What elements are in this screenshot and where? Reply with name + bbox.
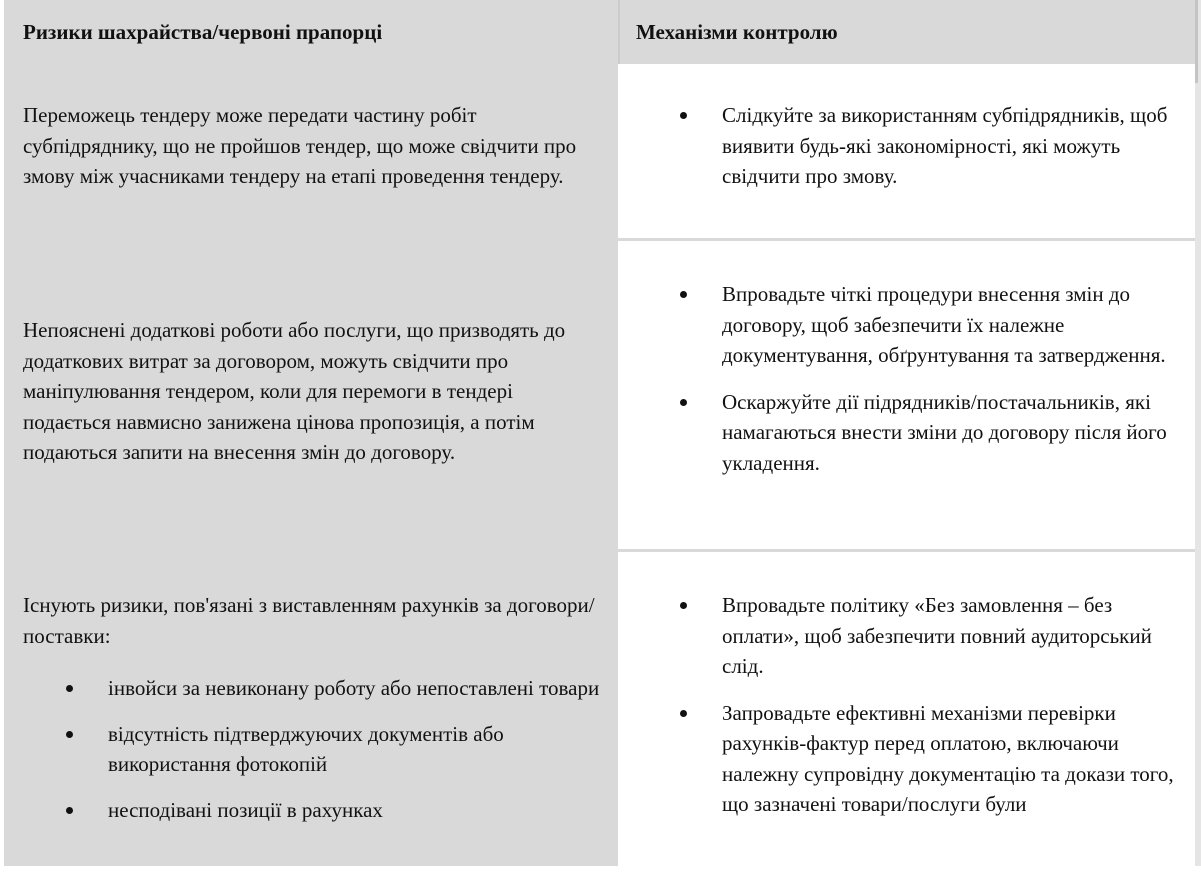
- control-item: [618, 590, 1178, 682]
- control-text: Оскаржуйте дії підрядників/постачальників, які намагаються внести зміни до договору після його укладення.: [722, 389, 1167, 475]
- control-text: Слідкуйте за використанням субпідрядників, щоб виявити будь-які закономірності, які можуть свідчити про змову.: [722, 103, 1168, 188]
- control-item: [618, 279, 1178, 371]
- risk-cell: [4, 241, 618, 549]
- bullet-icon: [66, 731, 73, 738]
- bullet-icon: [680, 291, 687, 298]
- control-item: [618, 100, 1178, 192]
- risk-text: Переможець тендеру може передати частину робіт субпідряднику, що не пройшов тендер, що може свідчити про змову між учасниками тендеру на етапі проведення тендеру.: [23, 103, 577, 188]
- vertical-scrollbar[interactable]: [1195, 0, 1201, 866]
- risk-item-text: несподівані позиції в рахунках: [108, 797, 383, 822]
- controls-cell: [618, 241, 1195, 549]
- fraud-risk-table: [4, 0, 1195, 866]
- controls-list: [618, 100, 1178, 208]
- header-cell-controls: [618, 0, 1195, 64]
- controls-cell: [618, 552, 1195, 866]
- control-text: Впровадьте політику «Без замовлення – без оплати», щоб забезпечити повний аудиторський слід.: [722, 593, 1152, 678]
- control-text: Впровадьте чіткі процедури внесення змін до договору, щоб забезпечити їх належне документування, обґрунтування та затвердження.: [722, 282, 1166, 367]
- risk-item: [4, 795, 604, 826]
- bullet-icon: [680, 710, 687, 717]
- risk-text: Існують ризики, пов'язані з виставленням рахунків за договори/поставки:: [23, 593, 595, 648]
- bullet-icon: [680, 399, 687, 406]
- table-row: [4, 64, 1195, 238]
- bullet-icon: [680, 112, 687, 119]
- table-row: [4, 241, 1195, 549]
- risk-item-text: відсутність підтверджуючих документів або використання фотокопій: [108, 721, 504, 776]
- controls-list: [618, 279, 1178, 494]
- controls-cell: [618, 64, 1195, 238]
- header-risks: Ризики шахрайства/червоні прапорці: [23, 20, 383, 44]
- scrollbar-thumb[interactable]: [1195, 0, 1198, 83]
- control-item: [618, 698, 1178, 820]
- risk-cell: [4, 552, 618, 866]
- risk-text: Непояснені додаткові роботи або послуги, що призводять до додаткових витрат за договором, можуть свідчити про маніпулювання тендером, коли для перемоги в тендері подається навмисно занижена цінова пропозиція, а потім подаються запити на внесення змін до договору.: [23, 318, 566, 464]
- control-item: [618, 387, 1178, 479]
- risk-item-text: інвойси за невиконану роботу або непоставлені товари: [108, 676, 600, 700]
- header-cell-risks: [4, 0, 618, 64]
- risk-item: [4, 673, 604, 704]
- control-text: Запровадьте ефективні механізми перевірки рахунків-фактур перед оплатою, включаючи належну супровідну документацію та докази того, що зазначені товари/послуги були: [722, 700, 1174, 816]
- bullet-icon: [66, 685, 73, 692]
- bullet-icon: [680, 602, 687, 609]
- table-header-row: [4, 0, 1195, 64]
- controls-list: [618, 590, 1178, 836]
- risk-items-list: [4, 673, 604, 840]
- bullet-icon: [66, 807, 73, 814]
- header-controls: Механізми контролю: [636, 20, 838, 44]
- risk-item: [4, 719, 604, 780]
- risk-cell: [4, 64, 618, 238]
- table-row: [4, 552, 1195, 866]
